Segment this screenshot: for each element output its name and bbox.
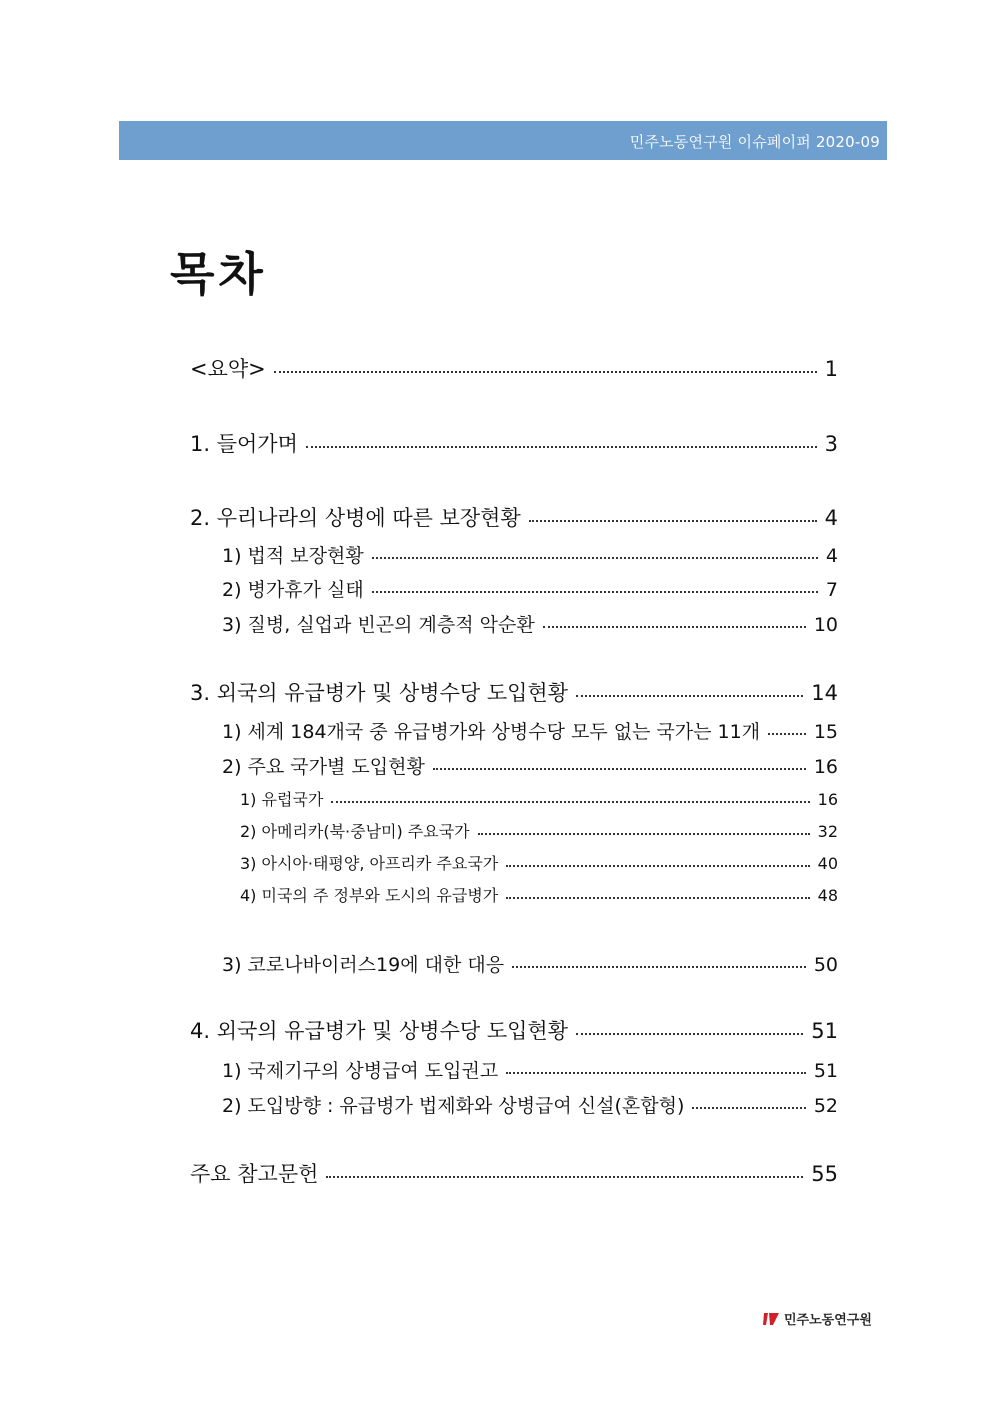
toc-leader-dots <box>529 520 817 522</box>
header-text: 민주노동연구원 이슈페이퍼 2020-09 <box>629 133 880 151</box>
toc-entry[interactable] <box>240 851 838 873</box>
toc-entry-page: 7 <box>825 579 838 601</box>
toc-entry[interactable] <box>190 353 838 383</box>
toc-leader-dots <box>372 557 818 559</box>
toc-entry[interactable] <box>222 950 838 976</box>
toc-entry-label: 3. 외국의 유급병가 및 상병수당 도입현황 <box>190 681 568 705</box>
toc-entry-label: 1) 법적 보장현황 <box>222 545 364 567</box>
toc-entry[interactable] <box>240 787 838 809</box>
toc-leader-dots <box>576 695 803 697</box>
toc-entry-label: 2) 도입방향 : 유급병가 법제화와 상병급여 신설(혼합형) <box>222 1095 685 1117</box>
toc-entry-label: 3) 코로나바이러스19에 대한 대응 <box>222 954 505 976</box>
toc-entry-page: 14 <box>811 681 838 705</box>
toc-entry-label: 3) 아시아·태평양, 아프리카 주요국가 <box>240 854 499 873</box>
toc-leader-dots <box>768 733 806 735</box>
toc-entry-label: 4. 외국의 유급병가 및 상병수당 도입현황 <box>190 1019 568 1043</box>
toc-entry[interactable] <box>190 1015 838 1045</box>
toc-entry[interactable] <box>222 541 838 567</box>
toc-entry-label: 2. 우리나라의 상병에 따른 보장현황 <box>190 506 521 530</box>
logo-text: 민주노동연구원 <box>784 1313 872 1328</box>
toc-entry-page: 32 <box>817 822 838 841</box>
toc-entry[interactable] <box>240 883 838 905</box>
toc-leader-dots <box>274 371 817 373</box>
toc-entry[interactable] <box>222 610 838 636</box>
toc-entry-label: 1. 들어가며 <box>190 432 298 456</box>
toc-entry-page: 50 <box>813 954 838 976</box>
toc-entry[interactable] <box>190 502 838 532</box>
toc-leader-dots <box>506 897 809 899</box>
toc-leader-dots <box>512 966 806 968</box>
toc-leader-dots <box>433 768 806 770</box>
toc-entry-label: <요약> <box>190 357 266 381</box>
toc-entry-label: 1) 세계 184개국 중 유급병가와 상병수당 모두 없는 국가는 11개 <box>222 721 761 743</box>
toc-entry[interactable] <box>240 819 838 841</box>
toc-entry-label: 3) 질병, 실업과 빈곤의 계층적 악순환 <box>222 614 535 636</box>
toc-leader-dots <box>326 1176 803 1178</box>
toc-entry-page: 51 <box>811 1019 838 1043</box>
toc-leader-dots <box>576 1033 803 1035</box>
toc-entry-page: 4 <box>825 545 838 567</box>
toc-leader-dots <box>692 1107 805 1109</box>
toc-leader-dots <box>306 446 817 448</box>
toc-entry-page: 10 <box>813 614 838 636</box>
logo-mark-icon <box>763 1310 780 1327</box>
toc-entry-page: 16 <box>817 790 838 809</box>
toc-entry-page: 4 <box>824 506 838 530</box>
toc-entry[interactable] <box>190 428 838 458</box>
toc-entry-page: 3 <box>824 432 838 456</box>
toc-leader-dots <box>506 865 809 867</box>
toc-entry-page: 52 <box>813 1095 838 1117</box>
toc-entry-page: 40 <box>817 854 838 873</box>
toc-entry-label: 주요 참고문헌 <box>190 1162 319 1186</box>
toc-entry[interactable] <box>190 1158 838 1188</box>
toc-leader-dots <box>543 626 806 628</box>
toc-leader-dots <box>372 591 818 593</box>
toc-entry[interactable] <box>222 575 838 601</box>
toc-leader-dots <box>478 833 810 835</box>
toc-entry[interactable] <box>222 717 838 743</box>
toc-entry[interactable] <box>190 677 838 707</box>
toc-entry[interactable] <box>222 752 838 778</box>
toc-leader-dots <box>506 1072 806 1074</box>
toc-entry-page: 55 <box>811 1162 838 1186</box>
toc-entry-page: 16 <box>813 756 838 778</box>
toc-entry-page: 51 <box>813 1060 838 1082</box>
toc-entry-label: 4) 미국의 주 정부와 도시의 유급병가 <box>240 886 499 905</box>
toc-entry-page: 48 <box>817 886 838 905</box>
toc-entry-label: 2) 병가휴가 실태 <box>222 579 364 601</box>
toc-entry-label: 1) 유럽국가 <box>240 790 324 809</box>
toc-entry-label: 2) 주요 국가별 도입현황 <box>222 756 425 778</box>
page-title: 목차 <box>170 247 267 301</box>
toc-entry[interactable] <box>222 1091 838 1117</box>
toc-entry-page: 1 <box>824 357 838 381</box>
toc-entry-label: 1) 국제기구의 상병급여 도입권고 <box>222 1060 499 1082</box>
toc-entry-page: 15 <box>813 721 838 743</box>
toc-entry[interactable] <box>222 1056 838 1082</box>
toc-leader-dots <box>331 801 809 803</box>
footer-logo <box>763 1309 872 1328</box>
toc-entry-label: 2) 아메리카(북·중남미) 주요국가 <box>240 822 470 841</box>
